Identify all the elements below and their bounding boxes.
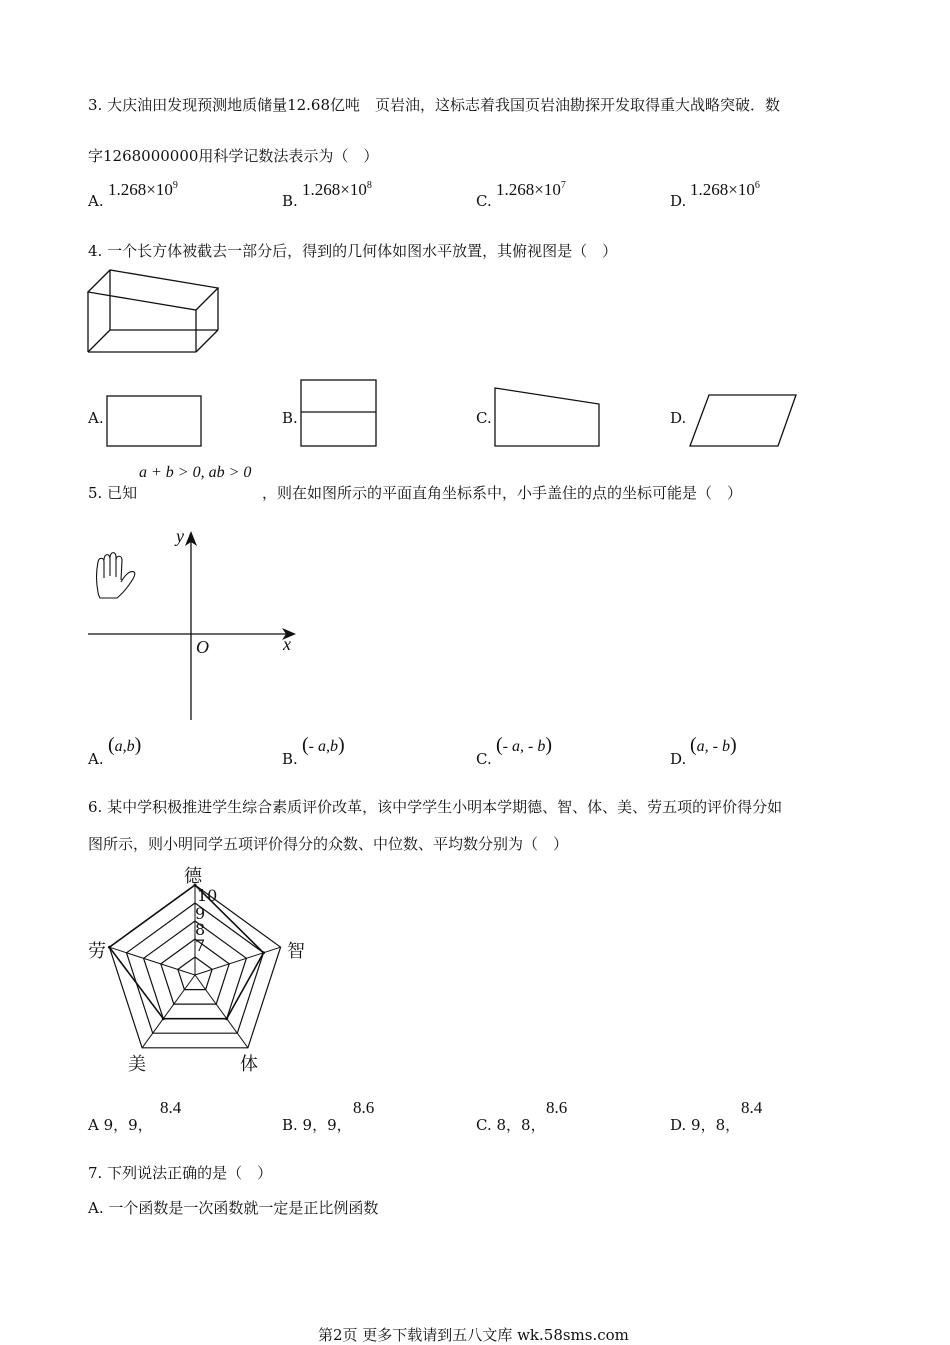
radar-data-polygon [109, 885, 263, 1019]
q5-stem-prefix: 5. 已知 [88, 484, 138, 502]
radar-tick-8: 8 [195, 920, 206, 939]
q7-stem: 7. 下列说法正确的是（ ） [88, 1164, 273, 1182]
q3-option-b-letter: B. [282, 192, 298, 210]
radar-point-体 [225, 1017, 228, 1020]
q6-option-d-value: 8.4 [741, 1098, 763, 1117]
y-axis-label: y [176, 526, 184, 546]
radar-point-美 [162, 1017, 165, 1020]
q6-option-b-prefix: B. 9，9， [282, 1116, 352, 1134]
q5-option-a-letter: A. [88, 750, 104, 768]
q5-option-a-value: (a,b) [108, 734, 142, 756]
q3-option-c-value: $1.268\times 10^7$ [496, 180, 566, 199]
radar-tick-9: 9 [195, 904, 206, 923]
q5-option-d-letter: D. [670, 750, 687, 768]
q6-option-d-prefix: D. 9，8， [670, 1116, 741, 1134]
q4-option-a-letter: A. [88, 409, 104, 427]
radar-tick-7: 7 [195, 936, 206, 955]
q4-option-d-letter: D. [670, 409, 687, 427]
q6-option-c-value: 8.6 [546, 1098, 568, 1117]
q6-option-c-prefix: C. 8，8， [476, 1116, 546, 1134]
q3-option-d-letter: D. [670, 192, 687, 210]
radar-tick-10: 10 [197, 886, 218, 905]
q3-option-a-value: $1.268\times 10^9$ [108, 180, 178, 199]
radar-axis-label-zhi: 智 [287, 941, 305, 962]
radar-axis-label-ti: 体 [240, 1054, 258, 1075]
q4-option-b-letter: B. [282, 409, 298, 427]
q5-condition: a + b > 0, ab > 0 [139, 464, 252, 481]
q5-stem-suffix: ，则在如图所示的平面直角坐标系中，小手盖住的点的坐标可能是（ ） [262, 484, 743, 502]
radar-axis-label-mei: 美 [128, 1054, 146, 1075]
q6-stem-line1: 6. 某中学积极推进学生综合素质评价改革，该中学学生小明本学期德、智、体、美、劳五项的评价得分如 [88, 798, 783, 816]
radar-point-劳 [108, 946, 111, 949]
q3-option-b-value: $1.268\times 10^8$ [302, 180, 372, 199]
q5-option-b-letter: B. [282, 750, 298, 768]
radar-axis-label-lao: 劳 [88, 941, 106, 962]
q6-option-a-prefix: A 9，9， [88, 1116, 153, 1134]
q7-option-a: A. 一个函数是一次函数就一定是正比例函数 [88, 1199, 379, 1217]
q4-stem: 4. 一个长方体被截去一部分后，得到的几何体如图水平放置，其俯视图是（ ） [88, 242, 618, 260]
origin-label: O [196, 637, 209, 657]
q5-option-b-value: (- a,b) [302, 734, 345, 756]
q5-option-c-value: (- a, - b) [496, 734, 552, 756]
q3-option-d-value: $1.268\times 10^6$ [690, 180, 760, 199]
q5-option-c-letter: C. [476, 750, 492, 768]
q4-option-c-letter: C. [476, 409, 492, 427]
q5-option-d-value: (a, - b) [690, 734, 737, 756]
q6-stem-line2: 图所示，则小明同学五项评价得分的众数、中位数、平均数分别为（ ） [88, 835, 569, 853]
q3-option-c-letter: C. [476, 192, 492, 210]
q3-stem-line2: 字1268000000用科学记数法表示为（ ） [88, 147, 379, 165]
q6-option-a-value: 8.4 [160, 1098, 182, 1117]
page-footer: 第2页 更多下载请到五八文库 wk.58sms.com [318, 1326, 629, 1344]
radar-axis-label-de: 德 [184, 866, 202, 887]
radar-point-智 [262, 951, 265, 954]
q6-option-b-value: 8.6 [353, 1098, 375, 1117]
x-axis-label: x [283, 634, 291, 654]
q3-option-a-letter: A. [88, 192, 104, 210]
q3-stem-line1: 3. 大庆油田发现预测地质储量12.68亿吨 页岩油，这标志着我国页岩油勘探开发取得重大战略突破．数 [88, 96, 781, 114]
